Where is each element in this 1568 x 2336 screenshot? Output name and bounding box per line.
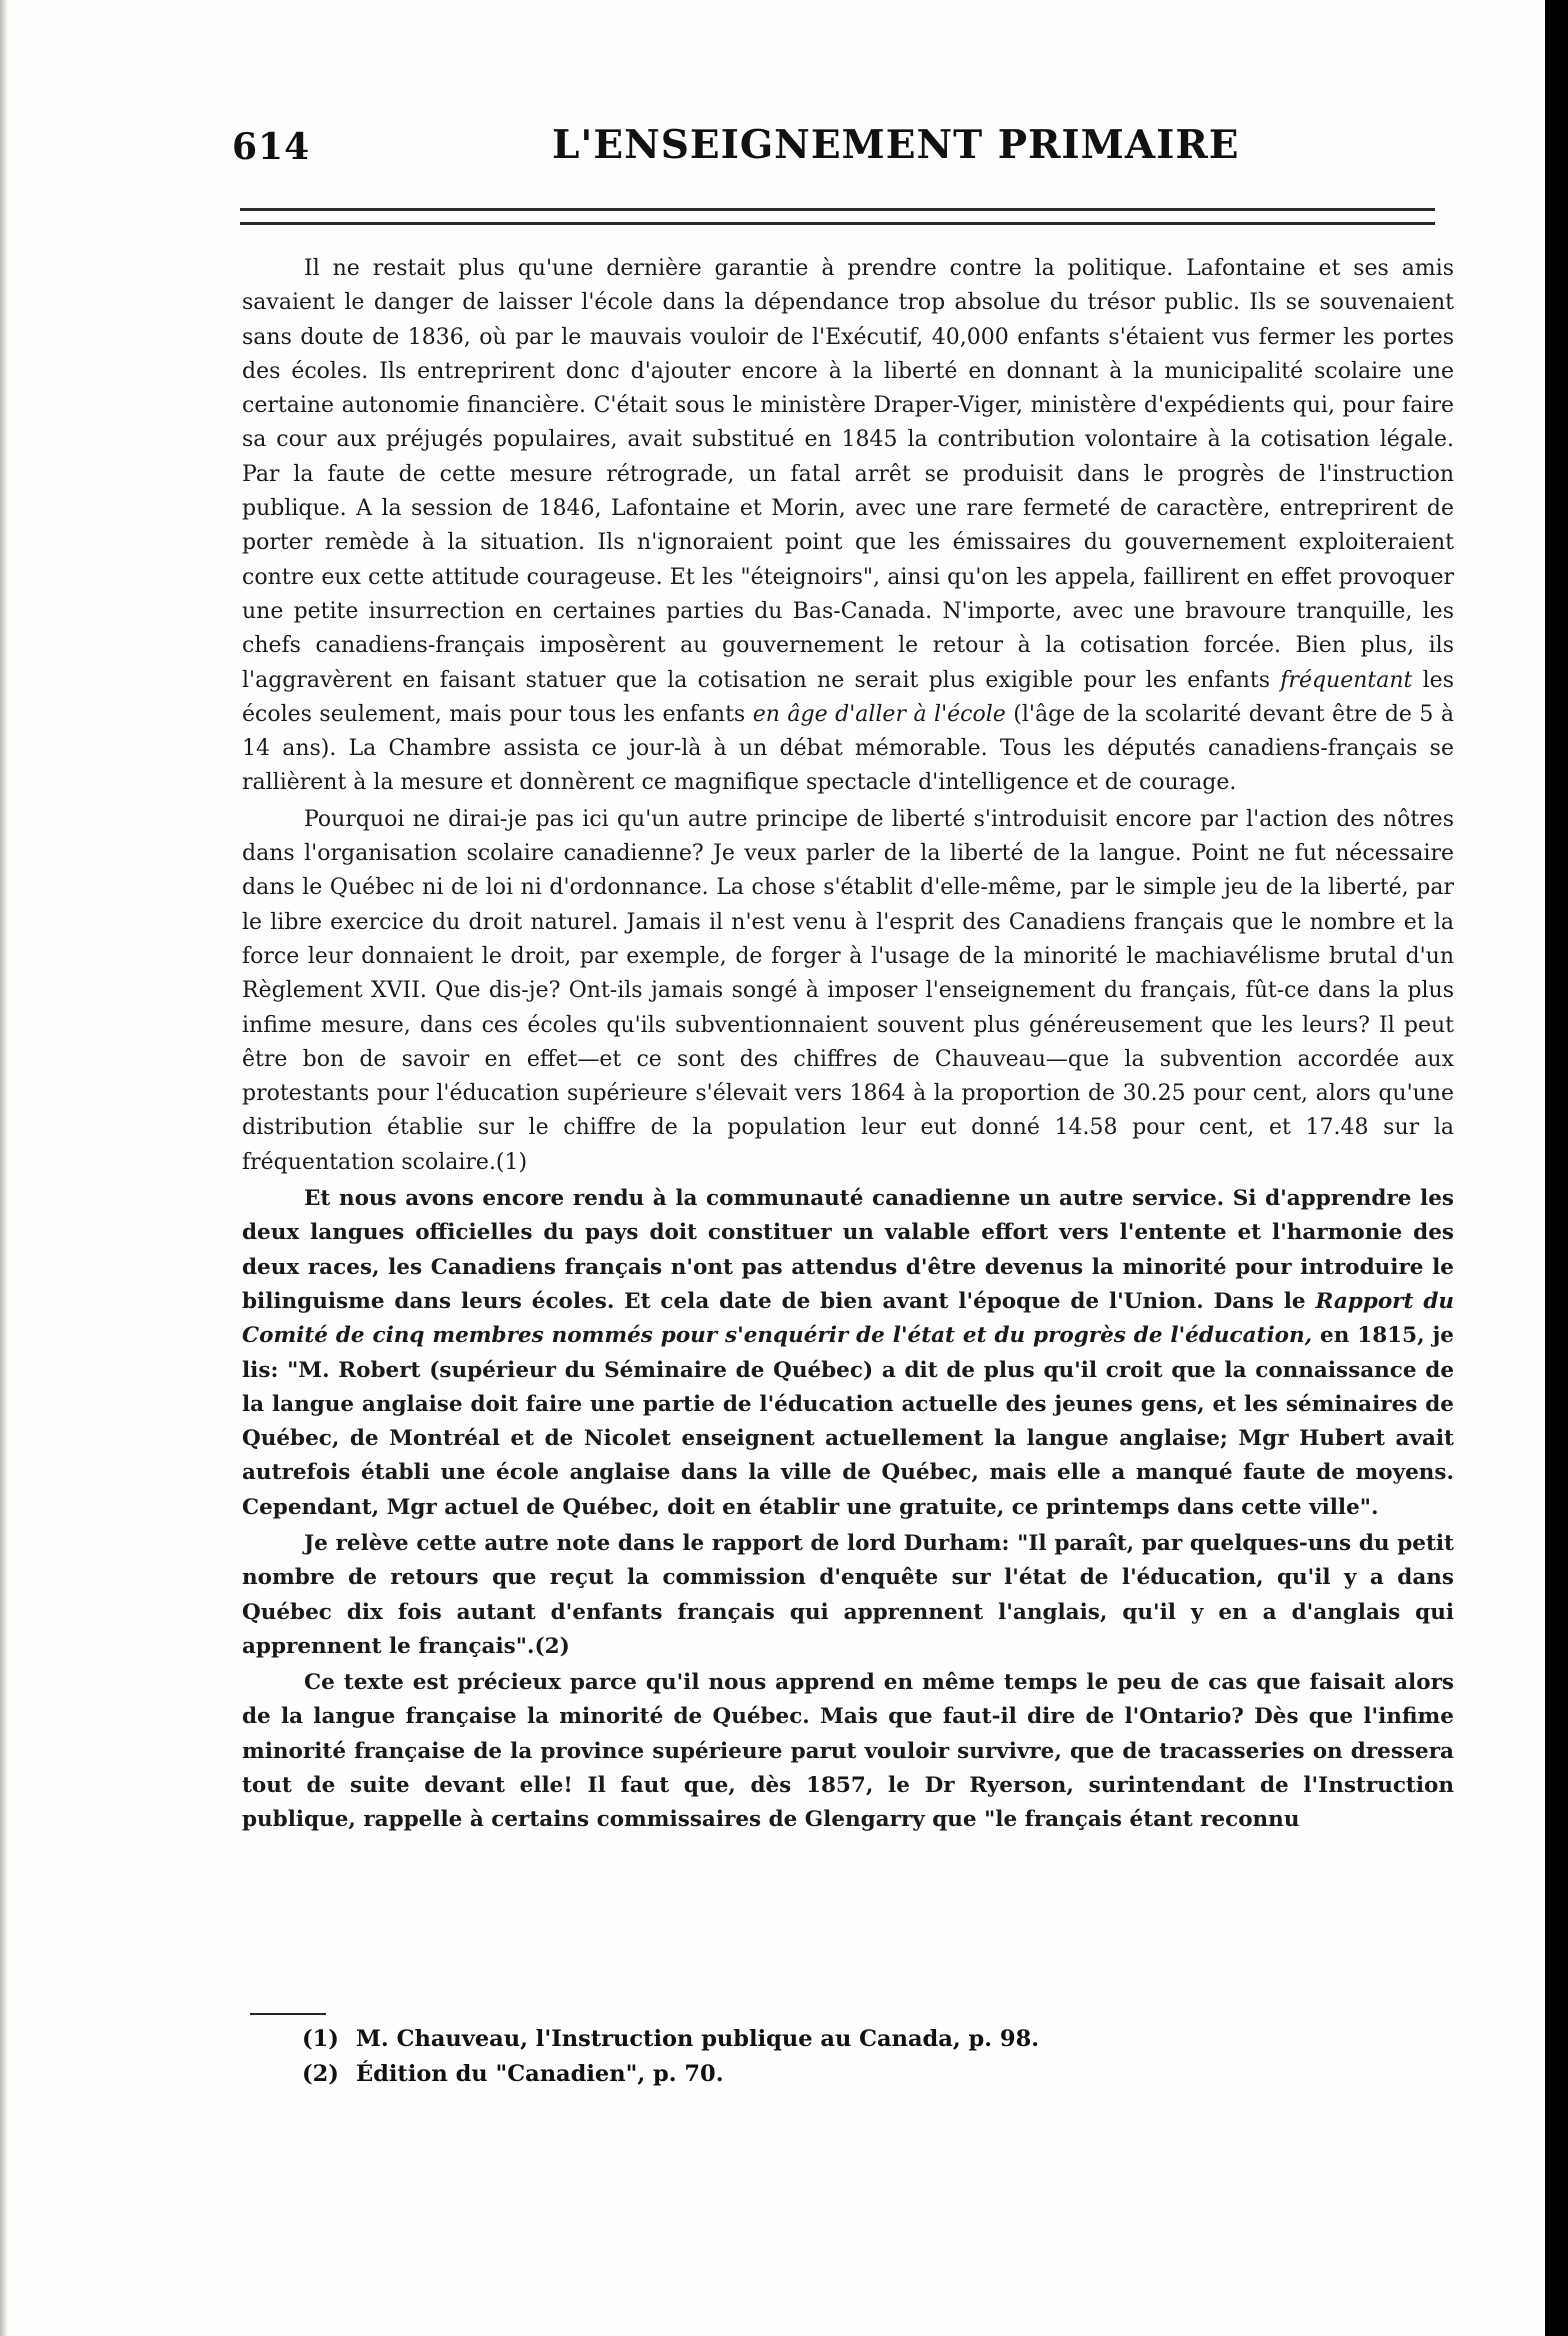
footnotes bbox=[302, 2022, 1202, 2092]
running-title: L'ENSEIGNEMENT PRIMAIRE bbox=[552, 122, 1240, 168]
paragraph-4: Je relève cette autre note dans le rapport de lord Durham: "Il paraît, par quelques-uns du petit nombre de retours que reçut la commission d'enquête sur l'état de l'éducation, qu'il y a dans Québec dix fois autant d'enfants français qui apprennent l'anglais, qu'il y en a d'anglais qui apprennent le français".(2) bbox=[242, 1530, 1454, 1659]
scan-edge bbox=[0, 0, 8, 2336]
body-text bbox=[242, 252, 1454, 1840]
page-header bbox=[232, 118, 1432, 178]
footnote-number: (2) bbox=[302, 2061, 339, 2087]
footnote-text: M. Chauveau, l'Instruction publique au Canada, p. 98. bbox=[356, 2026, 1040, 2052]
page-number: 614 bbox=[232, 126, 311, 168]
header-rule-bottom bbox=[240, 222, 1435, 225]
footnote-text: Édition du "Canadien", p. 70. bbox=[356, 2061, 724, 2087]
italic-report-title: Rapport du Comité de cinq membres nommés pour s'enquérir de l'état et du progrès de l'éducation, bbox=[242, 1288, 1454, 1349]
italic-age-ecole: en âge d'aller à l'école bbox=[752, 701, 1006, 727]
paragraph-2: Pourquoi ne dirai-je pas ici qu'un autre principe de liberté s'introduisit encore par l'action des nôtres dans l'organisation scolaire canadienne? Je veux parler de la liberté de la langue. Point ne fut nécessaire dans le Québec ni de loi ni d'ordonnance. La chose s'établit d'elle-même, par le simple jeu de la liberté, par le libre exercice du droit naturel. Jamais il n'est venu à l'esprit des Canadiens français que le nombre et la force leur donnaient le droit, par exemple, de forger à l'usage de la minorité le machiavélisme brutal d'un Règlement XVII. Que dis-je? Ont-ils jamais songé à imposer l'enseignement du français, fût-ce dans la plus infime mesure, dans ces écoles qu'ils subventionnaient souvent plus généreusement que les leurs? Il peut être bon de savoir en effet—et ce sont des chiffres de Chauveau—que la subvention accordée aux protestants pour l'éducation supérieure s'élevait vers 1864 à la proportion de 30.25 pour cent, alors qu'une distribution établie sur le chiffre de la population leur eut donné 14.58 pour cent, et 17.48 sur la fréquentation scolaire.(1) bbox=[242, 806, 1454, 1175]
footnote-number: (1) bbox=[302, 2026, 339, 2052]
paragraph-3: Et nous avons encore rendu à la communauté canadienne un autre service. Si d'apprendre les deux langues officielles du pays doit constituer un valable effort vers l'entente et l'harmonie des deux races, les Canadiens français n'ont pas attendus d'être devenus la minorité pour introduire le bilinguisme dans leurs écoles. Et cela date de bien avant l'époque de l'Union. Dans le Rapport du Comité de cinq membres nommés pour s'enquérir de l'état et du progrès de l'éducation, en 1815, je lis: "M. Robert (supérieur du Séminaire de Québec) a dit de plus qu'il croit que la connaissance de la langue anglaise doit faire une partie de l'éducation actuelle des jeunes gens, et les séminaires de Québec, de Montréal et de Nicolet enseignent actuellement la langue anglaise; Mgr Hubert avait autrefois établi une école anglaise dans la ville de Québec, mais elle a manqué faute de moyens. Cependant, Mgr actuel de Québec, doit en établir une gratuite, ce printemps dans cette ville". bbox=[242, 1186, 1454, 1520]
header-rule-top bbox=[240, 208, 1435, 211]
footnote-rule bbox=[250, 2013, 326, 2015]
footnote-2 bbox=[302, 2057, 1202, 2092]
footnote-1 bbox=[302, 2022, 1202, 2057]
paragraph-5: Ce texte est précieux parce qu'il nous apprend en même temps le peu de cas que faisait alors de la langue française la minorité de Québec. Mais que faut-il dire de l'Ontario? Dès que l'infime minorité française de la province supérieure parut vouloir survivre, que de tracasseries on dressera tout de suite devant elle! Il faut que, dès 1857, le Dr Ryerson, surintendant de l'Instruction publique, rappelle à certains commissaires de Glengarry que "le français étant reconnu bbox=[242, 1670, 1454, 1833]
paragraph-1: Il ne restait plus qu'une dernière garantie à prendre contre la politique. Lafontaine et ses amis savaient le danger de laisser l'école dans la dépendance trop absolue du trésor public. Ils se souvenaient sans doute de 1836, où par le mauvais vouloir de l'Exécutif, 40,000 enfants s'étaient vus fermer les portes des écoles. Ils entreprirent donc d'ajouter encore à la liberté en donnant à la municipalité scolaire une certaine autonomie financière. C'était sous le ministère Draper-Viger, ministère d'expédients qui, pour faire sa cour aux préjugés populaires, avait substitué en 1845 la contribution volontaire à la cotisation légale. Par la faute de cette mesure rétrograde, un fatal arrêt se produisit dans le progrès de l'instruction publique. A la session de 1846, Lafontaine et Morin, avec une rare fermeté de caractère, entreprirent de porter remède à la situation. Ils n'ignoraient point que les émissaires du gouvernement exploiteraient contre eux cette attitude courageuse. Et les "éteignoirs", ainsi qu'on les appela, faillirent en effet provoquer une petite insurrection en certaines parties du Bas-Canada. N'importe, avec une bravoure tranquille, les chefs canadiens-français imposèrent au gouvernement le retour à la cotisation forcée. Bien plus, ils l'aggravèrent en faisant statuer que la cotisation ne serait plus exigible pour les enfants fréquentant les écoles seulement, mais pour tous les enfants en âge d'aller à l'école (l'âge de la scolarité devant être de 5 à 14 ans). La Chambre assista ce jour-là à un débat mémorable. Tous les députés canadiens-français se rallièrent à la mesure et donnèrent ce magnifique spectacle d'intelligence et de courage. bbox=[242, 256, 1455, 796]
italic-frequentant: fréquentant bbox=[1280, 667, 1413, 693]
